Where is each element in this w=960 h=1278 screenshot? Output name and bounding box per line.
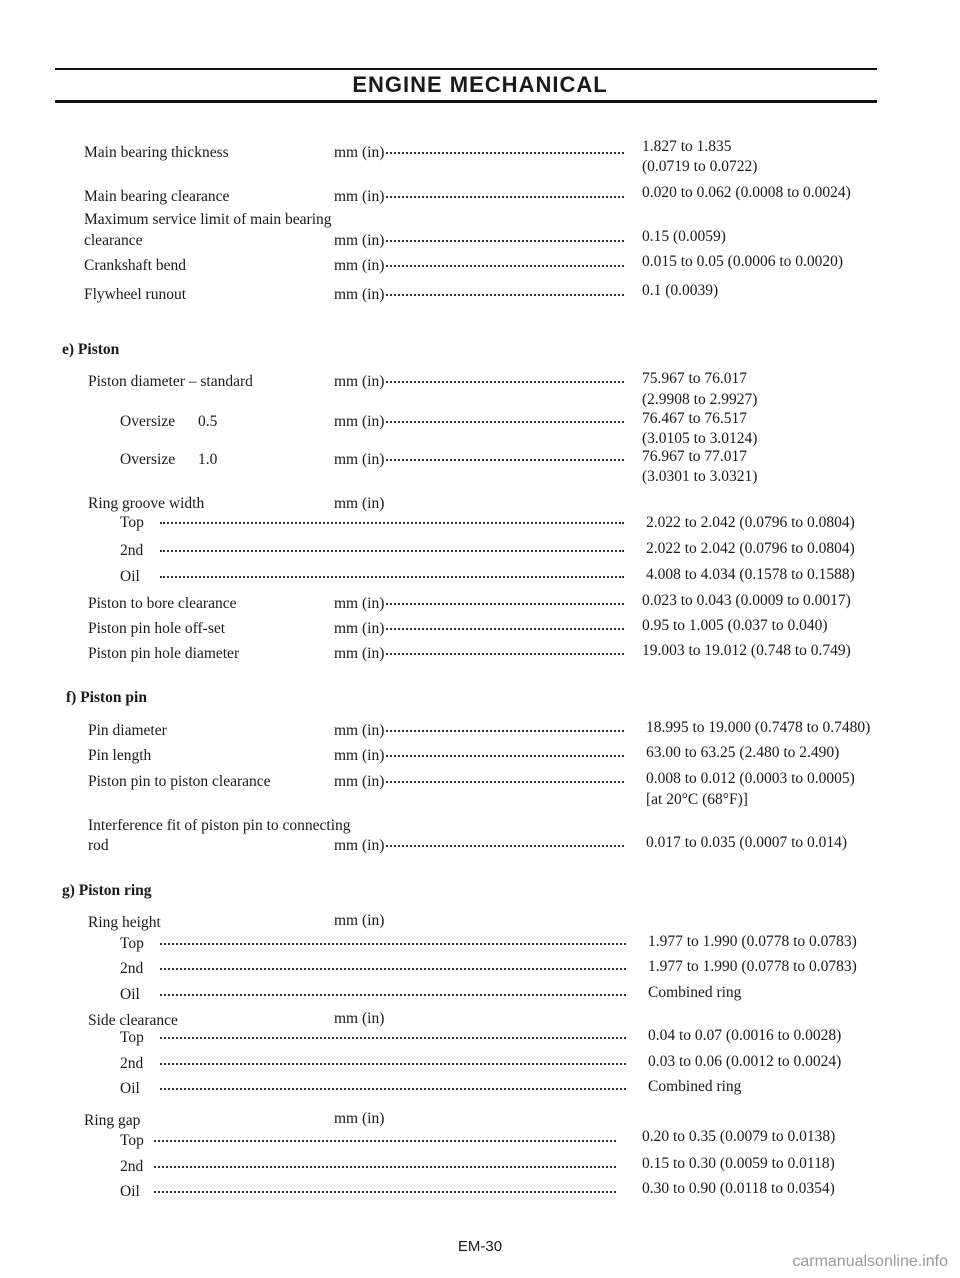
spec-oversize-value: 1.0: [198, 451, 218, 468]
spec-value: 0.1 (0.0039): [642, 282, 719, 299]
spec-unit: mm (in): [334, 773, 385, 790]
spec-label: Maximum service limit of main bearing: [84, 211, 332, 228]
spec-unit: mm (in): [334, 232, 385, 249]
dot-leader: [386, 649, 624, 655]
dot-leader: [386, 377, 624, 383]
spec-unit: mm (in): [334, 747, 385, 764]
dot-leader: [160, 1084, 626, 1090]
spec-unit: mm (in): [334, 620, 385, 637]
spec-oversize-value: 0.5: [198, 413, 218, 430]
spec-value: 2.022 to 2.042 (0.0796 to 0.0804): [646, 514, 855, 531]
spec-label: Ring groove width: [88, 495, 205, 512]
spec-unit: mm (in): [334, 1110, 385, 1127]
spec-value-condition: [at 20°C (68°F)]: [646, 791, 748, 808]
spec-value: 0.15 (0.0059): [642, 228, 726, 245]
dot-leader: [154, 1162, 616, 1168]
spec-sub-label: 2nd: [120, 1158, 144, 1175]
spec-unit: mm (in): [334, 1010, 385, 1027]
spec-unit: mm (in): [334, 257, 385, 274]
spec-label: Piston pin hole diameter: [88, 645, 240, 662]
spec-unit: mm (in): [334, 495, 385, 512]
spec-value: 0.023 to 0.043 (0.0009 to 0.0017): [642, 592, 851, 609]
spec-value: 0.017 to 0.035 (0.0007 to 0.014): [646, 834, 848, 851]
spec-value: 1.977 to 1.990 (0.0778 to 0.0783): [648, 933, 857, 950]
spec-label: Oversize: [120, 413, 176, 430]
spec-value: Combined ring: [648, 984, 742, 1001]
spec-value-inch: (3.0105 to 3.0124): [642, 430, 758, 447]
spec-value: 19.003 to 19.012 (0.748 to 0.749): [642, 642, 851, 659]
dot-leader: [386, 599, 624, 605]
spec-label: Piston to bore clearance: [88, 595, 237, 612]
dot-leader: [386, 726, 624, 732]
dot-leader: [386, 417, 624, 423]
spec-sub-label: Oil: [120, 1183, 140, 1200]
spec-unit: mm (in): [334, 595, 385, 612]
dot-leader: [154, 1187, 616, 1193]
spec-value: 18.995 to 19.000 (0.7478 to 0.7480): [646, 719, 871, 736]
spec-value: 0.04 to 0.07 (0.0016 to 0.0028): [648, 1027, 842, 1044]
spec-sub-label: 2nd: [120, 542, 144, 559]
spec-label: Side clearance: [88, 1012, 178, 1029]
watermark: carmanualsonline.info: [792, 1253, 948, 1270]
spec-sub-label: Top: [120, 1132, 144, 1149]
dot-leader: [160, 572, 624, 578]
dot-leader: [386, 148, 624, 154]
dot-leader: [160, 939, 626, 945]
spec-value: 0.30 to 0.90 (0.0118 to 0.0354): [642, 1180, 835, 1197]
spec-label-continued: clearance: [84, 232, 143, 249]
dot-leader: [386, 290, 624, 296]
spec-value: 75.967 to 76.017: [642, 370, 748, 387]
dot-leader: [154, 1136, 616, 1142]
spec-label: Ring height: [88, 914, 161, 931]
page-title: ENGINE MECHANICAL: [352, 72, 608, 97]
spec-label: Flywheel runout: [84, 286, 187, 303]
spec-label: Interference fit of piston pin to connecting: [88, 817, 351, 834]
section-heading-piston-ring: g) Piston ring: [62, 882, 152, 899]
spec-sub-label: Oil: [120, 1080, 140, 1097]
dot-leader: [386, 455, 624, 461]
dot-leader: [386, 261, 624, 267]
spec-value: 4.008 to 4.034 (0.1578 to 0.1588): [646, 566, 855, 583]
page-number: EM-30: [457, 1238, 503, 1255]
dot-leader: [386, 192, 624, 198]
spec-value: 76.467 to 76.517: [642, 410, 748, 427]
spec-sub-label: 2nd: [120, 1055, 144, 1072]
spec-value: 0.015 to 0.05 (0.0006 to 0.0020): [642, 253, 844, 270]
spec-sub-label: Top: [120, 514, 144, 531]
spec-value-inch: (2.9908 to 2.9927): [642, 391, 758, 408]
dot-leader: [160, 964, 626, 970]
spec-value: Combined ring: [648, 1078, 742, 1095]
dot-leader: [386, 841, 624, 847]
spec-value: 0.15 to 0.30 (0.0059 to 0.0118): [642, 1155, 835, 1172]
spec-label: Ring gap: [84, 1112, 141, 1129]
spec-label: Piston diameter – standard: [88, 373, 253, 390]
spec-value-inch: (3.0301 to 3.0321): [642, 468, 758, 485]
spec-value: 1.977 to 1.990 (0.0778 to 0.0783): [648, 958, 857, 975]
dot-leader: [386, 236, 624, 242]
spec-label: Oversize: [120, 451, 176, 468]
spec-value: 0.008 to 0.012 (0.0003 to 0.0005): [646, 770, 855, 787]
spec-value-inch: (0.0719 to 0.0722): [642, 158, 758, 175]
section-heading-piston: e) Piston: [62, 341, 120, 358]
spec-value: 1.827 to 1.835: [642, 138, 732, 155]
spec-sub-label: Top: [120, 935, 144, 952]
dot-leader: [386, 751, 624, 757]
spec-unit: mm (in): [334, 413, 385, 430]
spec-sub-label: Oil: [120, 568, 140, 585]
spec-value: 0.03 to 0.06 (0.0012 to 0.0024): [648, 1053, 842, 1070]
spec-sub-label: 2nd: [120, 960, 144, 977]
dot-leader: [386, 624, 624, 630]
dot-leader: [160, 990, 626, 996]
spec-unit: mm (in): [334, 837, 385, 854]
spec-sub-label: Oil: [120, 986, 140, 1003]
header-bottom-rule: [55, 100, 877, 103]
spec-value: 2.022 to 2.042 (0.0796 to 0.0804): [646, 540, 855, 557]
spec-value: 0.020 to 0.062 (0.0008 to 0.0024): [642, 184, 851, 201]
spec-label: Main bearing thickness: [84, 144, 229, 161]
dot-leader: [160, 1059, 626, 1065]
spec-label: Piston pin hole off-set: [88, 620, 226, 637]
spec-value: 63.00 to 63.25 (2.480 to 2.490): [646, 744, 840, 761]
spec-unit: mm (in): [334, 286, 385, 303]
spec-unit: mm (in): [334, 912, 385, 929]
spec-value: 0.20 to 0.35 (0.0079 to 0.0138): [642, 1128, 836, 1145]
spec-label: Pin diameter: [88, 722, 167, 739]
spec-label: Crankshaft bend: [84, 257, 187, 274]
spec-value: 0.95 to 1.005 (0.037 to 0.040): [642, 617, 828, 634]
spec-label: Pin length: [88, 747, 152, 764]
dot-leader: [160, 518, 624, 524]
spec-unit: mm (in): [334, 373, 385, 390]
spec-unit: mm (in): [334, 645, 385, 662]
dot-leader: [160, 546, 624, 552]
spec-label-continued: rod: [88, 837, 109, 854]
spec-unit: mm (in): [334, 451, 385, 468]
spec-unit: mm (in): [334, 722, 385, 739]
spec-label: Main bearing clearance: [84, 188, 230, 205]
section-heading-piston-pin: f) Piston pin: [66, 689, 147, 706]
spec-unit: mm (in): [334, 144, 385, 161]
dot-leader: [160, 1033, 626, 1039]
spec-unit: mm (in): [334, 188, 385, 205]
spec-label: Piston pin to piston clearance: [88, 773, 271, 790]
dot-leader: [386, 777, 624, 783]
spec-sub-label: Top: [120, 1029, 144, 1046]
header-top-rule: [55, 68, 877, 70]
spec-value: 76.967 to 77.017: [642, 448, 748, 465]
